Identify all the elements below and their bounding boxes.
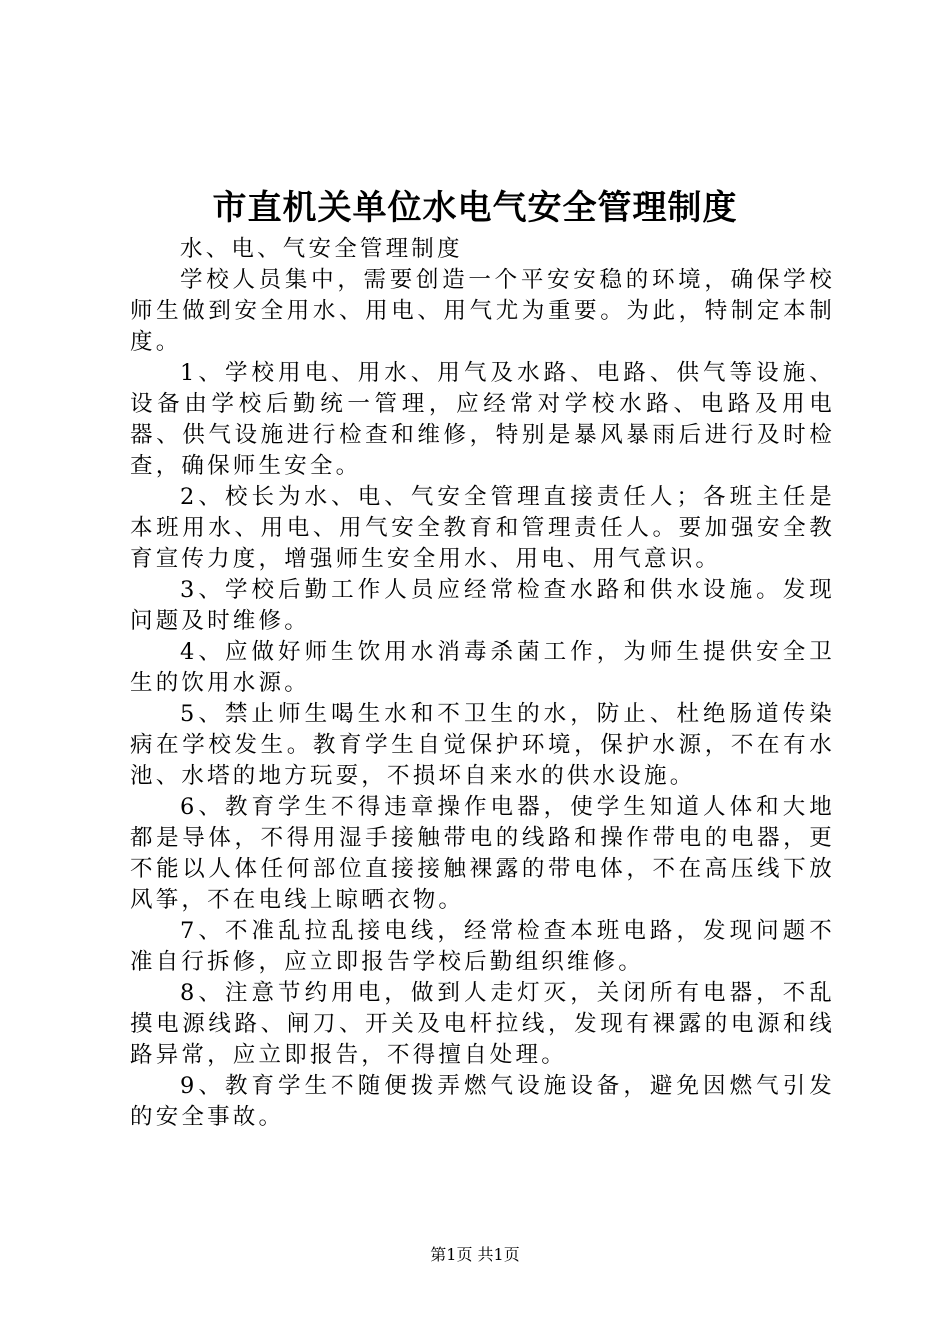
document-body bbox=[130, 234, 835, 1133]
paragraph-item-5: 5、禁止师生喝生水和不卫生的水，防止、杜绝肠道传染病在学校发生。教育学生自觉保护环境，保护水源，不在有水池、水塔的地方玩耍，不损坏自来水的供水设施。 bbox=[130, 701, 835, 789]
paragraph-subtitle: 水、电、气安全管理制度 bbox=[180, 236, 463, 262]
paragraph-item-2: 2、校长为水、电、气安全管理直接责任人；各班主任是本班用水、用电、用气安全教育和管理责任人。要加强安全教育宣传力度，增强师生安全用水、用电、用气意识。 bbox=[130, 484, 835, 572]
paragraph-item-8: 8、注意节约用电，做到人走灯灭，关闭所有电器，不乱摸电源线路、闸刀、开关及电杆拉线，发现有裸露的电源和线路异常，应立即报告，不得擅自处理。 bbox=[130, 980, 835, 1068]
paragraph-item-3: 3、学校后勤工作人员应经常检查水路和供水设施。发现问题及时维修。 bbox=[130, 577, 835, 634]
paragraph-item-4: 4、应做好师生饮用水消毒杀菌工作，为师生提供安全卫生的饮用水源。 bbox=[130, 639, 835, 696]
paragraph-item-1: 1、学校用电、用水、用气及水路、电路、供气等设施、设备由学校后勤统一管理，应经常对学校水路、电路及用电器、供气设施进行检查和维修，特别是暴风暴雨后进行及时检查，确保师生安全。 bbox=[130, 360, 835, 479]
paragraph-item-9: 9、教育学生不随便拨弄燃气设施设备，避免因燃气引发的安全事故。 bbox=[130, 1073, 835, 1130]
paragraph-item-6: 6、教育学生不得违章操作电器，使学生知道人体和大地都是导体，不得用湿手接触带电的线路和操作带电的电器，更不能以人体任何部位直接接触裸露的带电体，不在高压线下放风筝，不在电线上晾晒衣物。 bbox=[130, 794, 835, 913]
page-footer: 第1页 共1页 bbox=[430, 1245, 520, 1264]
paragraph-intro: 学校人员集中，需要创造一个平安安稳的环境，确保学校师生做到安全用水、用电、用气尤为重要。为此，特制定本制度。 bbox=[130, 267, 835, 355]
paragraph-item-7: 7、不准乱拉乱接电线，经常检查本班电路，发现问题不准自行拆修，应立即报告学校后勤组织维修。 bbox=[130, 918, 835, 975]
page-title: 市直机关单位水电气安全管理制度 bbox=[212, 188, 738, 228]
